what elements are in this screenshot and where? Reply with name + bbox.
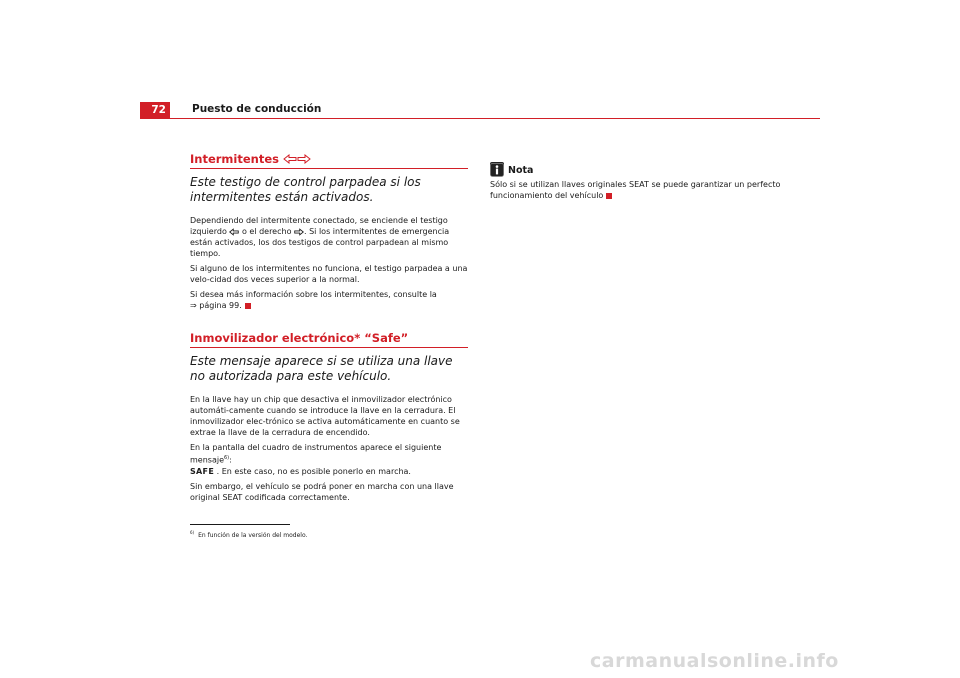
footnote (190, 530, 307, 539)
turn-signal-right-icon (297, 154, 311, 164)
turn-signal-left-icon (283, 154, 297, 164)
text-run: . Si los intermitentes de emergencia están activados, los dos testigos de control parpadean al mismo tiempo. (190, 227, 450, 258)
text-run: Sólo si se utilizan llaves originales SEAT se puede garantizar un perfecto funcionamiento del vehículo (490, 180, 781, 200)
turn-signal-left-icon (229, 228, 239, 236)
page-header-title: Puesto de conducción (192, 103, 322, 115)
note-header (490, 162, 790, 176)
left-column (190, 152, 468, 507)
text-run: o el derecho (241, 227, 292, 236)
text-run: En la pantalla del cuadro de instrumentos aparece el siguiente mensaje (190, 443, 442, 465)
section-end-marker (606, 193, 612, 199)
info-note-icon (490, 162, 504, 176)
footnote-divider (190, 524, 290, 525)
note-text (490, 179, 790, 201)
paragraph: En la llave hay un chip que desactiva el inmovilizador electrónico automáti-camente cuando se introduce la llave en la cerradura. El inmovilizador elec-trónico se activa automáticamente en cuanto se extrae la llave de la cerradura de encendido. (190, 395, 460, 437)
section-intro: Este mensaje aparece si se utiliza una llave no autorizada para este vehículo. (190, 354, 453, 383)
turn-signal-right-icon (294, 228, 304, 236)
footnote-text: En función de la versión del modelo. (198, 532, 308, 539)
section-heading-text: Intermitentes (190, 152, 279, 166)
text-run: : (229, 455, 232, 465)
footnote-ref[interactable]: 6) (224, 455, 230, 461)
paragraph (190, 289, 468, 311)
right-column (490, 162, 790, 205)
header-divider (140, 118, 820, 119)
paragraph (190, 442, 468, 477)
paragraph: Si alguno de los intermitentes no funciona, el testigo parpadea a una velo-cidad dos veces superior a la normal. (190, 264, 468, 284)
safe-display-message: SAFE (190, 466, 215, 476)
footnote-mark: 6) (190, 530, 195, 535)
paragraph: Sin embargo, el vehículo se podrá poner en marcha con una llave original SEAT codificada correctamente. (190, 481, 454, 502)
text-run: Si desea más información sobre los intermitentes, consulte la (190, 290, 437, 299)
section-heading-intermitentes (190, 152, 468, 169)
text-run: Dependiendo del intermitente conectado, se enciende el testigo izquierdo (190, 216, 448, 236)
watermark: carmanualsonline.info (590, 650, 839, 672)
paragraph (190, 215, 468, 259)
section-heading-inmovilizador: Inmovilizador electrónico* “Safe” (190, 331, 468, 348)
page-number: 72 (140, 102, 170, 118)
page-reference-link[interactable]: ⇒ página 99. (190, 301, 242, 310)
note-label: Nota (508, 165, 534, 176)
section-end-marker (245, 303, 251, 309)
text-run: . En este caso, no es posible ponerlo en marcha. (216, 466, 411, 476)
section-intro: Este testigo de control parpadea si los intermitentes están activados. (190, 175, 421, 204)
